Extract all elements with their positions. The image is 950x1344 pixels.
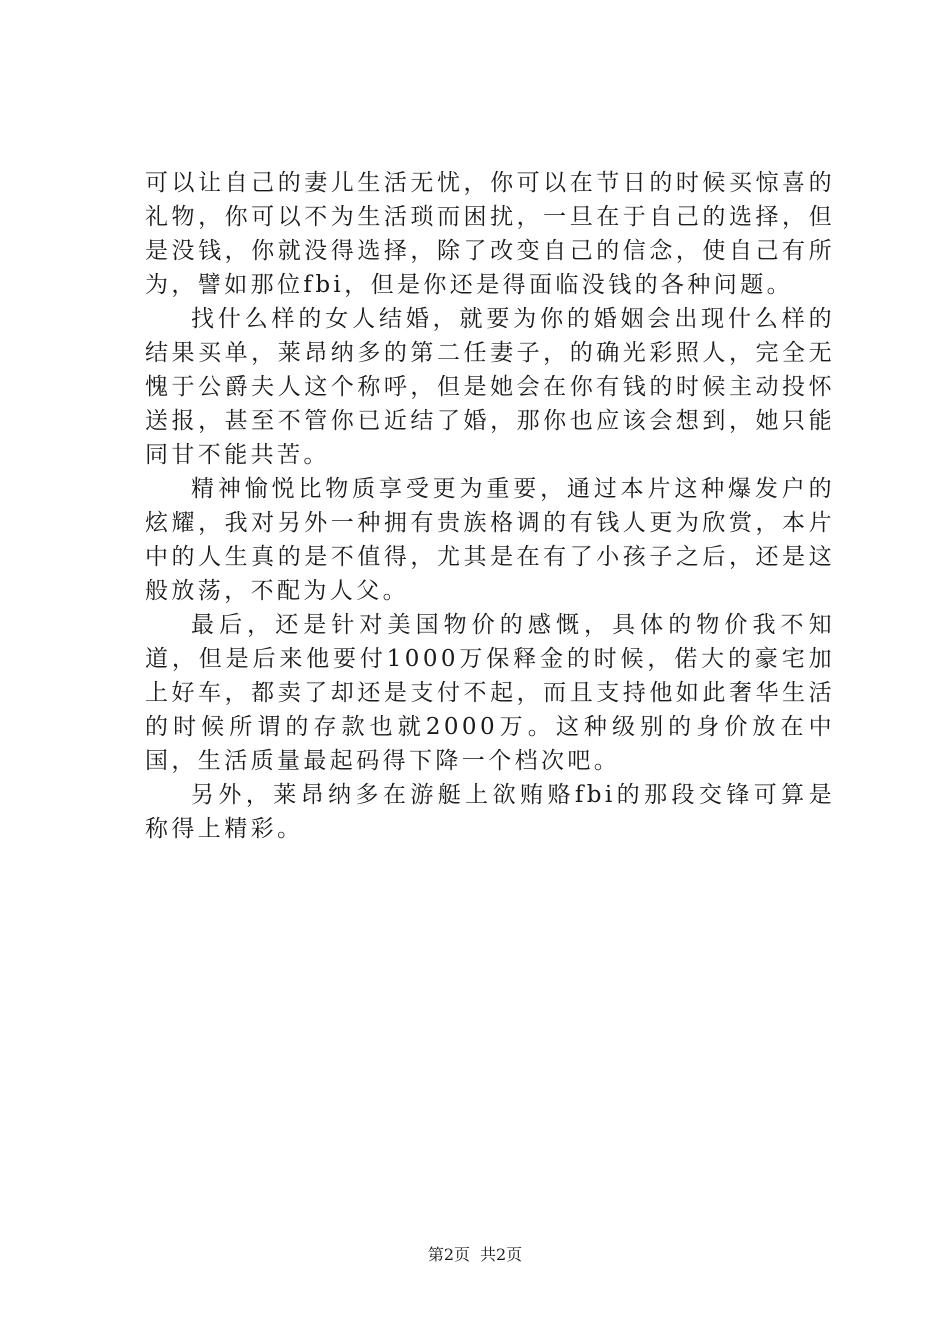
paragraph-1: 可以让自己的妻儿生活无忧，你可以在节日的时候买惊喜的礼物，你可以不为生活琐而困扰，一旦在于自己的选择，但是没钱，你就没得选择，除了改变自己的信念，使自己有所为，譬如那位fbi，但是你还是得面临没钱的各种问题。	[145, 170, 835, 298]
paragraph-4: 最后，还是针对美国物价的感慨，具体的物价我不知道，但是后来他要付1000万保释金的时候，偌大的豪宅加上好车，都卖了却还是支付不起，而且支持他如此奢华生活的时候所谓的存款也就2000万。这种级别的身价放在中国，生活质量最起码得下降一个档次吧。	[145, 612, 835, 774]
page-total: 共2页	[480, 1245, 523, 1264]
page-footer	[0, 1244, 950, 1266]
paragraph-2: 找什么样的女人结婚，就要为你的婚姻会出现什么样的结果买单，莱昂纳多的第二任妻子，的确光彩照人，完全无愧于公爵夫人这个称呼，但是她会在你有钱的时候主动投怀送报，甚至不管你已近结了婚，那你也应该会想到，她只能同甘不能共苦。	[145, 306, 835, 468]
paragraph-3: 精神愉悦比物质享受更为重要，通过本片这种爆发户的炫耀，我对另外一种拥有贵族格调的有钱人更为欣赏，本片中的人生真的是不值得，尤其是在有了小孩子之后，还是这般放荡，不配为人父。	[145, 476, 835, 604]
body-text	[145, 166, 835, 846]
page-number: 第2页	[427, 1245, 470, 1264]
paragraph-5: 另外，莱昂纳多在游艇上欲贿赂fbi的那段交锋可算是称得上精彩。	[145, 782, 835, 842]
